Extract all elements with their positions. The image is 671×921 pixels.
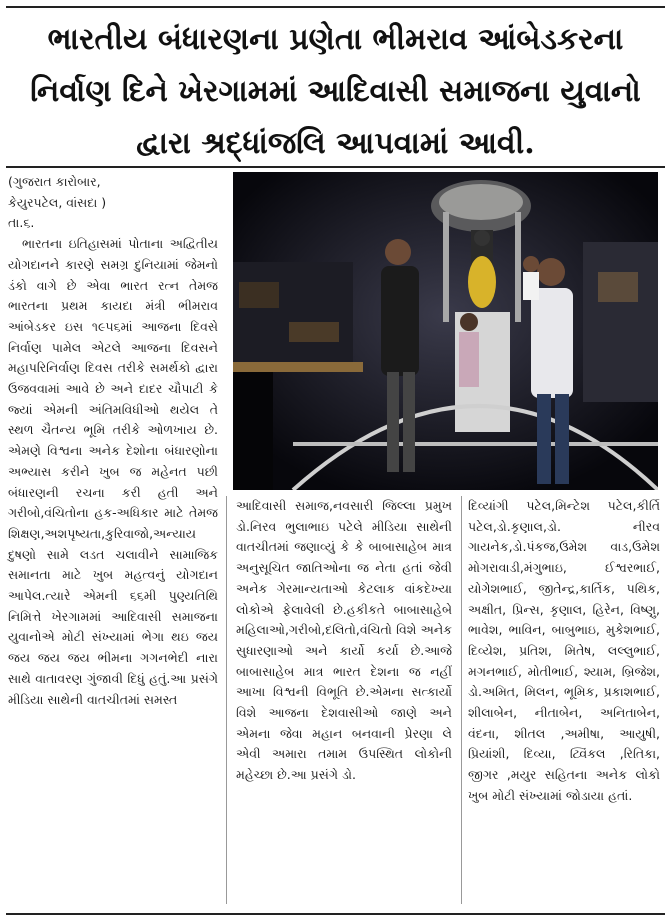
headline xyxy=(10,14,661,170)
article-body-3: દિવ્યાંગી પટેલ,મિન્ટેશ પટેલ,કીર્તિ પટેલ,ડો.કૃણાલ,ડો. નીરવ ગાયનેક,ડો.પંકજ,ઉમેશ વાડ,ઉમેશ મોગરાવાડી,મંગુભાઇ, ઈશ્વરભાઈ, યોગેશભાઈ, જીતેન્દ્ર,કાર્તિક, પથિક, અક્ષીત, પ્રિન્સ, કૃણાલ, હિરેન, વિષ્ણુ, ભાવેશ, ભાવિન, બાબુભાઇ, મુકેશભાઈ, દિવ્યેશ, પ્રતિશ, મિતેષ, લલ્લુભાઈ, મગનભાઈ, મોતીભાઈ, શ્યામ, બ્રિજેશ, ડો.અમિત, મિલન, ભૂમિક, પ્રકાશભાઈ, શીલાબેન, નીતાબેન, અનિતાબેન, વંદના, શીતલ ,અમીષા, આયુષી, પ્રિયાંશી, દિવ્યા, ટ્વિંકલ ,રિતિકા, જીગર ,મયુર સહિતના અનેક લોકો ખુબ મોટી સંખ્યામાં જોડાયા હતાં. xyxy=(468,498,660,803)
column-separator xyxy=(461,496,462,904)
headline-rule xyxy=(6,166,665,168)
dateline-source: (ગુજરાત કારોબાર, xyxy=(8,174,101,189)
headline-line-2: નિર્વાણ દિને ખેરગામમાં આદિવાસી સમાજના યુવાનો xyxy=(30,74,641,109)
column-separator xyxy=(226,496,227,904)
news-photo xyxy=(233,172,658,490)
article-body-2: આદિવાસી સમાજ,નવસારી જિલ્લા પ્રમુખ ડો.નિરવ ભુલાભાઇ પટેલે મીડિયા સાથેની વાતચીતમાં જણાવ્યું કે કે બાબાસાહેબ માત્ર અનુસૂચિત જાતિઓના જ નેતા હતાં જેવી અનેક ગેરમાન્યતાઓ કેટલાક વાંકદેખ્યા લોકોએ ફેલાવેલી છે.હકીકતે બાબાસાહેબે મહિલાઓ,ગરીબો,દલિતો,વંચિતો વિશે અનેક સુધારણાઓ અને કાર્યો કર્યા છે.આજે બાબાસાહેબ માત્ર ભારત દેશના જ નહીં આખા વિશ્વની વિભૂતિ છે.એમના સત્કાર્યો વિશે આજના દેશવાસીઓ જાણે અને એમના જેવા મહાન બનવાની પ્રેરણા લે એવી અમારા તમામ ઉપસ્થિત લોકોની મહેચ્છા છે.આ પ્રસંગે ડો. xyxy=(236,498,452,783)
bottom-rule xyxy=(6,913,665,915)
headline-line-1: ભારતીય બંધારણના પ્રણેતા ભીમરાવ આંબેડકરના xyxy=(47,22,624,57)
article-body-1: ભારતના ઇતિહાસમાં પોતાના અદ્વિતીય યોગદાનને કારણે સમગ્ર દુનિયામાં જેમનો ડંકો વાગે છે એવા ભારત રત્ન તેમજ ભારતના પ્રથમ કાયદા મંત્રી ભીમરાવ આંબેડકર ઇસ ૧૯૫૬માં આજના દિવસે નિર્વાણ પામેલ એટલે આજના દિવસને મહાપરિનિર્વાણ દિવસ તરીકે સમર્થકો દ્વારા ઉજવવામાં આવે છે અને દાદર ચૌપાટી કે જ્યાં એમની અંતિમવિધીઓ થયેલ તે સ્થળ ચૈતન્ય ભૂમિ તરીકે ઓળખાય છે. એમણે વિશ્વના અનેક દેશોના બંધારણોના અભ્યાસ કરીને ખુબ જ મહેનત પછી બંધારણની રચના કરી હતી અને ગરીબો,વંચિતોના હક-અધિકાર માટે તેમજ શિક્ષણ,અશપૃષ્યતા,કુરિવાજો,અન્યાય દુષણો સામે લડત ચલાવીને સામાજિક સમાનતા માટે ખુબ મહત્વનું યોગદાન આપેલ.ત્યારે એમની ૬૬મી પુણ્યતિથિ નિમિત્તે ખેરગામમાં આદિવાસી સમાજના યુવાનોએ મોટી સંખ્યામાં ભેગા થઇ જય જય જય જય ભીમના ગગનભેદી નારા સાથે વાતાવરણ ગુંજાવી દિધું હતું.આ પ્રસંગે મીડિયા સાથેની વાતચીતમાં સમસ્ત xyxy=(8,236,218,707)
dateline xyxy=(8,172,218,234)
article-column-3 xyxy=(468,496,660,807)
top-rule xyxy=(6,6,665,8)
article-column-2 xyxy=(236,496,452,786)
dateline-date: તા.૬. xyxy=(8,215,35,231)
dateline-reporter: કેયુરપટેલ, વાંસદા ) xyxy=(8,194,107,210)
headline-line-3: દ્વારા શ્રદ્ધાંજલિ આપવામાં આવી. xyxy=(136,126,535,161)
article-column-1 xyxy=(8,172,218,710)
